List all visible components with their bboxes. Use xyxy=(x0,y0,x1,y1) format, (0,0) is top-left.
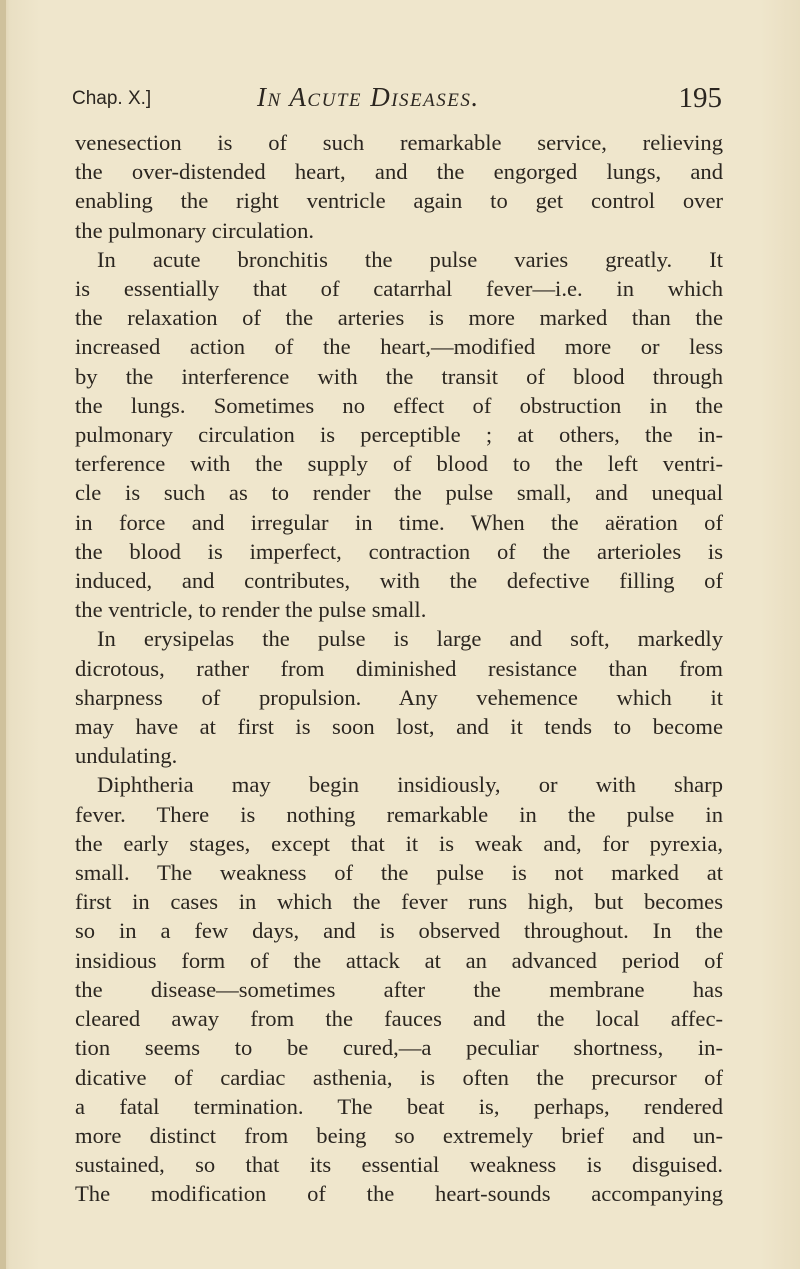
text-line: the pulmonary circulation. xyxy=(75,217,315,243)
text-line: is essentially that of catarrhal fever—i.e. in which xyxy=(75,276,723,302)
text-line: dicative of cardiac asthenia, is often the precursor of xyxy=(75,1064,723,1090)
text-line: so in a few days, and is observed throughout. In the xyxy=(75,918,723,944)
text-line: terference with the supply of blood to the left ventri- xyxy=(75,451,723,477)
text-line: the lungs. Sometimes no effect of obstruction in the xyxy=(75,392,723,418)
text-line: cle is such as to render the pulse small, and unequal xyxy=(75,480,723,506)
text-line: the over-distended heart, and the engorged lungs, and xyxy=(75,159,723,185)
paragraph xyxy=(75,245,723,625)
text-line: the ventricle, to render the pulse small. xyxy=(75,597,427,623)
text-line: In erysipelas the pulse is large and soft, markedly xyxy=(97,626,723,652)
text-line: cleared away from the fauces and the local affec- xyxy=(75,1006,723,1032)
text-line: small. The weakness of the pulse is not marked at xyxy=(75,860,723,886)
text-line: the relaxation of the arteries is more marked than the xyxy=(75,305,723,331)
text-line: fever. There is nothing remarkable in the pulse in xyxy=(75,801,723,827)
text-line: induced, and contributes, with the defective filling of xyxy=(75,568,723,594)
text-line: by the interference with the transit of blood through xyxy=(75,363,723,389)
text-line: in force and irregular in time. When the aëration of xyxy=(75,509,723,535)
page-number: 195 xyxy=(678,82,722,114)
text-line: more distinct from being so extremely brief and un- xyxy=(75,1122,723,1148)
text-line: sustained, so that its essential weakness is disguised. xyxy=(75,1152,723,1178)
running-title: In Acute Diseases. xyxy=(257,82,480,112)
text-line: a fatal termination. The beat is, perhaps, rendered xyxy=(75,1093,723,1119)
text-line: The modification of the heart-sounds accompanying xyxy=(75,1181,723,1207)
text-line: sharpness of propulsion. Any vehemence which it xyxy=(75,684,723,710)
page-gutter-shadow xyxy=(0,0,6,1269)
paragraph xyxy=(75,770,723,1208)
text-line: pulmonary circulation is perceptible ; at others, the in- xyxy=(75,422,723,448)
text-line: dicrotous, rather from diminished resistance than from xyxy=(75,655,723,681)
paragraph xyxy=(75,128,723,245)
text-line: venesection is of such remarkable service, relieving xyxy=(75,130,723,155)
text-line: In acute bronchitis the pulse varies greatly. It xyxy=(97,246,723,272)
text-line: first in cases in which the fever runs high, but becomes xyxy=(75,889,723,915)
chapter-label: Chap. X.] xyxy=(72,88,152,109)
paragraph xyxy=(75,624,723,770)
text-line: the blood is imperfect, contraction of the arterioles is xyxy=(75,538,723,564)
text-line: may have at first is soon lost, and it tends to become xyxy=(75,714,723,740)
text-line: increased action of the heart,—modified more or less xyxy=(75,334,723,360)
text-line: tion seems to be cured,—a peculiar shortness, in- xyxy=(75,1035,723,1061)
text-line: the disease—sometimes after the membrane has xyxy=(75,976,723,1002)
running-header xyxy=(72,82,722,122)
text-line: insidious form of the attack at an advanced period of xyxy=(75,947,723,973)
text-line: enabling the right ventricle again to get control over xyxy=(75,188,723,214)
text-line: the early stages, except that it is weak and, for pyrexia, xyxy=(75,830,723,856)
body-text xyxy=(75,128,723,1209)
text-line: Diphtheria may begin insidiously, or with sharp xyxy=(97,772,723,798)
text-line: undulating. xyxy=(75,743,178,769)
